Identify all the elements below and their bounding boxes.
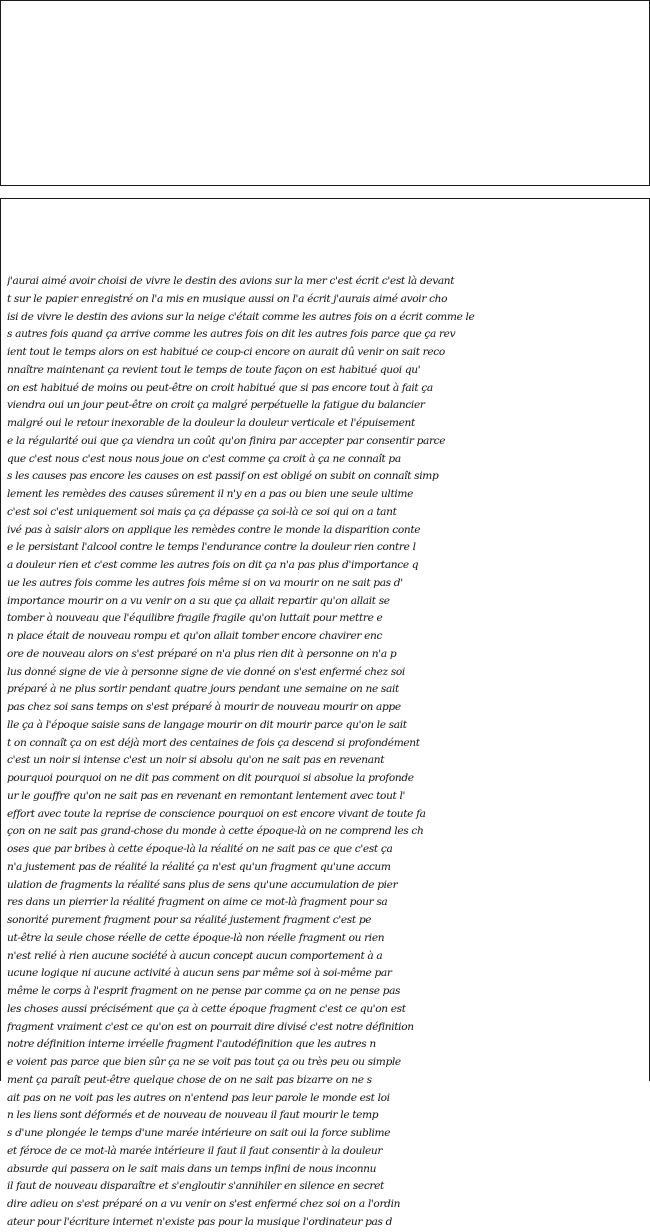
manuscript-line: tomber à nouveau que l'équilibre fragile fragile qu'on luttait pour mettre e bbox=[7, 612, 383, 625]
manuscript-line: que c'est nous c'est nous nous joue on c'est comme ça croit à ça ne connaît pa bbox=[7, 452, 401, 465]
manuscript-line: s autres fois quand ça arrive comme les autres fois on dit les autres fois parce que ça rev bbox=[7, 328, 456, 341]
top-panel bbox=[0, 0, 650, 186]
manuscript-line: çon on ne sait pas grand-chose du monde à cette époque-là on ne comprend les ch bbox=[7, 825, 424, 838]
manuscript-line: préparé à ne plus sortir pendant quatre jours pendant une semaine on ne sait bbox=[7, 683, 399, 696]
manuscript-line: ait pas on ne voit pas les autres on n'entend pas leur parole le monde est loi bbox=[7, 1091, 390, 1104]
manuscript-line: ue les autres fois comme les autres fois même si on va mourir on ne sait pas d' bbox=[7, 576, 403, 589]
manuscript-line: nnaître maintenant ça revient tout le temps de toute façon on est habitué quoi qu' bbox=[7, 363, 421, 376]
manuscript-line: ateur pour l'écriture internet n'existe pas pour la musique l'ordinateur pas d bbox=[7, 1215, 392, 1228]
manuscript-line: res dans un pierrier la réalité fragment on aime ce mot-là fragment pour sa bbox=[7, 896, 388, 909]
manuscript-line: n les liens sont déformés et de nouveau de nouveau il faut mourir le temp bbox=[7, 1109, 379, 1122]
manuscript-line: oses que par bribes à cette époque-là la réalité on ne sait pas ce que c'est ça bbox=[7, 843, 393, 855]
manuscript-line: sonorité purement fragment pour sa réalité justement fragment c'est pe bbox=[7, 914, 372, 926]
manuscript-page bbox=[0, 198, 650, 1228]
manuscript-line: ient tout le temps alors on est habitué ce coup-ci encore on aurait dû venir on sait reco bbox=[7, 346, 445, 358]
manuscript-line: malgré oui le retour inexorable de la douleur la douleur verticale et l'épuisement bbox=[7, 417, 415, 429]
manuscript-line: e la régularité oui que ça viendra un coût qu'on finira par accepter par consentir parce bbox=[7, 434, 446, 447]
manuscript-line: c'est soi c'est uniquement soi mais ça ça dépasse ça soi-là ce soi qui on a tant bbox=[7, 505, 397, 518]
manuscript-line: on est habitué de moins ou peut-être on croit habitué que si pas encore tout à fait ça bbox=[7, 381, 433, 394]
manuscript-line: lle ça à l'époque saisie sans de langage mourir on dit mourir parce qu'on le sait bbox=[7, 718, 407, 731]
manuscript-line: absurde qui passera on le sait mais dans un temps infini de nous inconnu bbox=[7, 1162, 377, 1175]
manuscript-line: notre définition interne irréelle fragment l'autodéfinition que les autres n bbox=[7, 1038, 376, 1051]
manuscript-line: t sur le papier enregistré on l'a mis en musique aussi on l'a écrit j'aurais aimé avoir cho bbox=[7, 292, 448, 305]
manuscript-line: n'a justement pas de réalité la réalité ça n'est qu'un fragment qu'une accum bbox=[7, 860, 391, 873]
manuscript-line: et féroce de ce mot-là marée intérieure il faut il faut consentir à la douleur bbox=[7, 1144, 383, 1157]
manuscript-line: ur le gouffre qu'on ne sait pas en revenant en remontant lentement avec tout l' bbox=[7, 789, 406, 802]
manuscript-line: c'est un noir si intense c'est un noir si absolu qu'on ne sait pas en revenant bbox=[7, 754, 385, 767]
manuscript-line: effort avec toute la reprise de conscience pourquoi on est encore vivant de toute fa bbox=[7, 807, 426, 820]
manuscript-line: lus donné signe de vie à personne signe de vie donné on s'est enfermé chez soi bbox=[7, 665, 405, 678]
manuscript-line: ore de nouveau alors on s'est préparé on n'a plus rien dit à personne on n'a p bbox=[7, 647, 397, 660]
manuscript-line: j'aurai aimé avoir choisi de vivre le destin des avions sur la mer c'est écrit c'est là devant bbox=[7, 275, 455, 287]
manuscript-line: les choses aussi précisément que ça à cette époque fragment c'est ce qu'on est bbox=[7, 1002, 406, 1015]
manuscript-text bbox=[7, 273, 633, 1232]
manuscript-line: n'est relié à rien aucune société à aucun concept aucun comportement à a bbox=[7, 949, 383, 962]
manuscript-line: s d'une plongée le temps d'une marée intérieure on sait oui la force sublime bbox=[7, 1127, 391, 1139]
manuscript-line: ivé pas à saisir alors on applique les remèdes contre le monde la disparition conte bbox=[7, 523, 421, 536]
manuscript-line: lement les remèdes des causes sûrement il n'y en a pas ou bien une seule ultime bbox=[7, 488, 414, 500]
manuscript-line: n place était de nouveau rompu et qu'on allait tomber encore chavirer enc bbox=[7, 630, 383, 642]
manuscript-line: pas chez soi sans temps on s'est préparé à mourir de nouveau mourir on appe bbox=[7, 701, 401, 713]
manuscript-line: ulation de fragments la réalité sans plus de sens qu'une accumulation de pier bbox=[7, 878, 398, 891]
manuscript-line: pourquoi pourquoi on ne dit pas comment on dit pourquoi si absolue la profonde bbox=[7, 772, 414, 784]
manuscript-line: ucune logique ni aucune activité à aucun sens par même soi à soi-même par bbox=[7, 967, 392, 980]
manuscript-line: viendra oui un jour peut-être on croit ça malgré perpétuelle la fatigue du balancier bbox=[7, 399, 425, 412]
manuscript-line: e le persistant l'alcool contre le temps l'endurance contre la douleur rien contre l bbox=[7, 541, 416, 554]
manuscript-line: fragment vraiment c'est ce qu'on est on pourrait dire divisé c'est notre définition bbox=[7, 1020, 414, 1033]
manuscript-line: s les causes pas encore les causes on est passif on est obligé on subit on connaît simp bbox=[7, 470, 439, 483]
manuscript-line: isi de vivre le destin des avions sur la neige c'était comme les autres fois on a écrit comme le bbox=[7, 310, 475, 323]
manuscript-line: ment ça paraît peut-être quelque chose de on ne sait pas bizarre on ne s bbox=[7, 1073, 372, 1086]
manuscript-line: dire adieu on s'est préparé on a vu venir on s'est enfermé chez soi on a l'ordin bbox=[7, 1198, 401, 1210]
manuscript-line: importance mourir on a vu venir on a su que ça allait repartir qu'on allait se bbox=[7, 594, 390, 607]
manuscript-line: même le corps à l'esprit fragment on ne pense par comme ça on ne pense pas bbox=[7, 985, 401, 997]
manuscript-line: t on connaît ça on est déjà mort des centaines de fois ça descend si profondément bbox=[7, 736, 420, 749]
manuscript-line: a douleur rien et c'est comme les autres fois on dit ça n'a pas plus d'importance q bbox=[7, 559, 419, 571]
manuscript-line: e voient pas parce que bien sûr ça ne se voit pas tout ça ou très peu ou simple bbox=[7, 1056, 401, 1068]
manuscript-line: il faut de nouveau disparaître et s'engloutir s'annihiler en silence en secret bbox=[7, 1180, 384, 1193]
manuscript-line: ut-être la seule chose réelle de cette époque-là non réelle fragment ou rien bbox=[7, 931, 385, 944]
